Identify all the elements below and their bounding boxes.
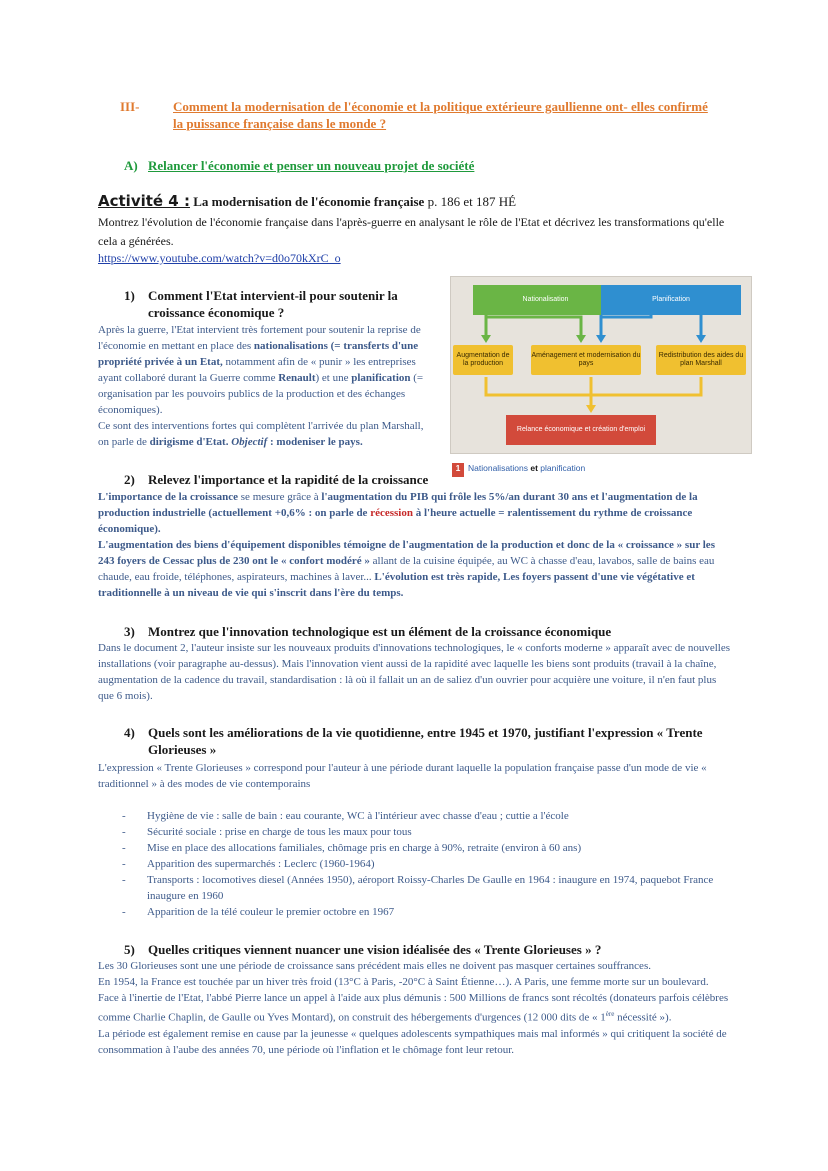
q5-line3: La période est également remise en cause par la jeunesse « quelques adolescents sympathiques mais mal informés » qui critiquent la société de consommation à l'aube des années 70, une période où l'inflation et le chômage font leur retour. [98,1027,727,1056]
q5-sup: ère [605,1010,615,1018]
q3-number: 3) [124,624,135,639]
q4-number: 4) [124,725,135,740]
q2-text-7: allant de la cuisine équipée, au WC à chasse d'eau, lavabos, salle de bains eau chaude, eau froide, téléphones, aspirateurs, machines à laver... [98,555,715,583]
diagram-box-relance: Relance économique et création d'emploi [506,415,656,445]
q2-importance: L'importance de la croissance [98,491,239,503]
q5-line2: En 1954, la France est touchée par un hiver très froid (13°C à Paris, -20°C à Saint Étienne…). A Paris, une femme morte sur un boulevard. Face à l'inertie de l'Etat, l'abbé Pierre lance un appel à l'aide aux plus démunis : 500 Millions de francs sont récoltés (donateurs parfois célèbres comme Charlie Chaplin, de Gaulle ou Yves Montard), on construit des hébergements d'urgences (12 000 dits de « 1 [98,976,729,1024]
q4-title-line2: Glorieuses » [148,742,217,757]
q1-text-8: Ce sont des interventions fortes qui complètent l'arrivée du plan Marshall, on parle de [98,420,424,448]
q1-text-3: notamment afin de « punir » les entreprises ayant collaboré durant la Guerre comme [98,356,416,384]
q5-line2b: nécessité »). [614,1011,672,1024]
diagram-box-planification: Planification [601,285,741,315]
q2-answer [98,489,732,601]
activity-instructions-line1: Montrez l'évolution de l'économie française dans l'après-guerre en analysant le rôle de l'Etat et décrivez les transformations qu'elle [98,215,725,229]
section-title-line2: la puissance française dans le monde ? [173,116,387,131]
q2-pib: l'augmentation du PIB qui frôle les 5%/an durant 30 ans et l'augmentation de la production industrielle (actuellement +0,6% : on parle de [98,491,698,519]
q1-answer [98,322,436,450]
q2-number: 2) [124,472,135,487]
q1-renault: Renault [278,372,316,384]
list-item: - Apparition de la télé couleur le premier octobre en 1967 [98,904,738,920]
subsection-letter: A) [124,158,138,173]
q1-text-5: ) et une [315,372,352,384]
q1-text-1: Après la guerre, l'Etat intervient très fortement pour soutenir la reprise de l'économie en mettant en place des [98,324,421,352]
q1-planification: planification [351,372,411,384]
q3-title: Montrez que l'innovation technologique est un élément de la croissance économique [148,624,612,639]
youtube-link[interactable]: https://www.youtube.com/watch?v=d0o70kXrC_o [98,251,341,265]
q1-number: 1) [124,288,135,303]
activity-instructions [98,213,748,251]
list-item: - Hygiène de vie : salle de bain : eau courante, WC à l'intérieur avec chasse d'eau ; cuttie a l'école [98,808,738,824]
activity-instructions-line2: cela a générées. [98,234,174,248]
q1-text-7: (= organisation par les pouvoirs publics de la production et des échanges économiques). [98,372,424,416]
q4-intro: L'expression « Trente Glorieuses » correspond pour l'auteur à une période durant laquelle la population française passe d'un mode de vie « traditionnel » à des modes de vie contemporains [98,762,707,790]
q1-nationalisations: nationalisations (= transferts d'une propriété privée à un Etat, [98,340,419,368]
q2-recession: récession [370,507,413,519]
diagram-box-augmentation: Augmentation de la production [453,345,513,375]
q4-title-line1: Quels sont les améliorations de la vie quotidienne, entre 1945 et 1970, justifiant l'expression « Trente [148,725,703,740]
q1-dirigisme: dirigisme d'Etat. [149,436,229,448]
list-item: - Mise en place des allocations familiales, chômage pris en charge à 90%, retraite (environ à 60 ans) [98,840,738,856]
q5-number: 5) [124,942,135,957]
q2-evolution: L'évolution est très rapide, Les foyers passent d'une vie végétative et traditionnelle à un niveau de vie qui s'inscrit dans l'ère du temps. [98,571,695,599]
q1-title-line1: Comment l'Etat intervient-il pour soutenir la [148,288,398,303]
list-item: - Apparition des supermarchés : Leclerc (1960-1964) [98,856,738,872]
q3-answer: Dans le document 2, l'auteur insiste sur les nouveaux produits d'innovations technologiques, le « conforts moderne » apparaît avec de nouvelles installations (voir paragraphe au-dessus). Mais l'innovation vient aussi de la rapidité avec laquelle les biens sont produits (travail à la chaîne, augmentation de la cadence du travail, standardisation : là où il fallait un an de saliez d'un ouvrier pour acquière une voiture, il n'en faut plus que 6 mois). [98,642,731,702]
q4-list [98,808,738,920]
q2-biens-equipement: L'augmentation des biens d'équipement disponibles témoigne de l'augmentation de la production et donc de la « croissance » sur les 243 foyers de Cessac plus de 230 ont le « confort modéré » [98,539,715,567]
section-title [173,98,753,132]
q1-text-11: : modeniser le pays. [267,436,363,448]
diagram-box-redistribution: Redistribution des aides du plan Marshall [656,345,746,375]
diagram-caption-text-b: et [530,463,538,473]
diagram-box-amenagement: Aménagement et modernisation du pays [531,345,641,375]
q1-objectif: Objectif [231,436,268,448]
section-number: III- [120,99,140,114]
diagram-caption-text-c: planification [537,463,586,473]
q4-title [148,724,738,758]
q5-line1: Les 30 Glorieuses sont une une période de croissance sans précédent mais elles ne doivent pas masquer certaines souffrances. [98,960,651,972]
q1-title-line2: croissance économique ? [148,305,285,320]
q2-title: Relevez l'importance et la rapidité de la croissance [148,472,429,487]
diagram-caption [452,463,748,477]
diagram-box-nationalisation: Nationalisation [473,285,618,315]
q2-text-5: à l'heure actuelle = ralentissement du rythme de croissance économique). [98,507,693,535]
diagram-caption-text-a: Nationalisations [468,463,531,473]
section-title-line1: Comment la modernisation de l'économie et la politique extérieure gaullienne ont- elles confirmé [173,99,708,114]
q5-answer [98,958,732,1058]
activity-title: La modernisation de l'économie française [193,194,425,209]
diagram-caption-number: 1 [452,463,464,477]
q1-title [148,287,428,321]
subsection-title: Relancer l'économie et penser un nouveau projet de société [148,158,475,173]
q2-text-2: se mesure grâce à [238,491,322,503]
list-item: - Transports : locomotives diesel (Années 1950), aéroport Roissy-Charles De Gaulle en 1964 : inaugure en 1974, paquebot France inaugure en 1960 [98,872,738,904]
q5-title: Quelles critiques viennent nuancer une vision idéalisée des « Trente Glorieuses » ? [148,942,602,957]
nationalisation-planification-diagram [450,276,752,454]
activity-heading [98,193,738,210]
activity-link-wrap [98,251,341,266]
activity-label: Activité 4 : [98,192,190,210]
list-item: - Sécurité sociale : prise en charge de tous les maux pour tous [98,824,738,840]
activity-pages: p. 186 et 187 HÉ [427,194,517,209]
